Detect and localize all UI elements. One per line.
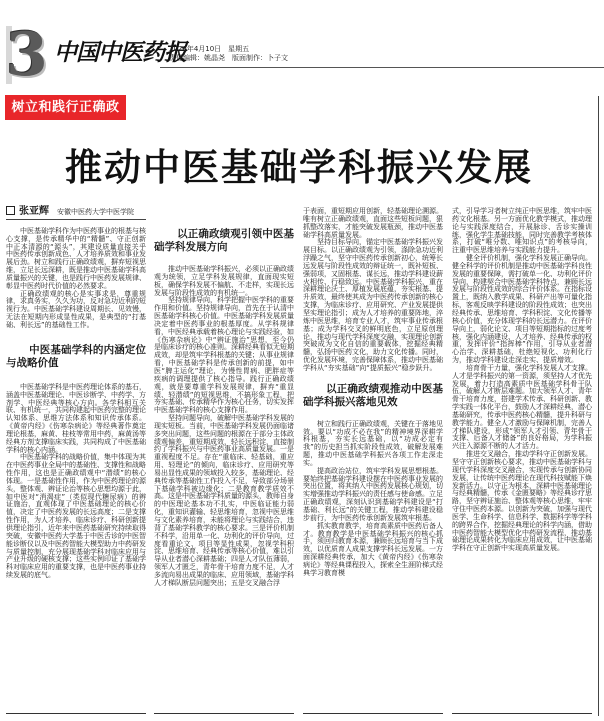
paragraph: 树立和践行正确政绩观，关键在于落地见效。要以“功成不必在我”的精神境界深耕学科根基，夯实长远基础，以“功成必定有我”的历史担当抓实阶段性成效，破解发展难题，推动中医基础学科振兴各项工作走深走实。 xyxy=(303,419,443,467)
column-end-rule xyxy=(303,713,443,714)
newspaper-masthead-logo: 中国中医药报 xyxy=(54,39,186,66)
paragraph: 健全评价机制，强化学科发展正确导向。健全科学的评价机制是推动中医基础学科良性发展的重要保障，需打破单一化、功利化评价导向，构建契合中医基础学科特点，兼顾长远发展与阶段性成效的综合评价体系。在指标设置上，既纳入教学成果、科研产出等可量化指标，客观反映学科建设的阶段性成效；也突出经典传承、思维培育、学科积淀、文化传播等核心价值，充分体现学科的长远潜力。在评价导向上，弱化论文、项目等短期指标的过度考核，强化内涵建设、人才培养、经典传承的权重，发挥评价“指挥棒”作用，引导从业者潜心治学、深耕基础，杜绝短视化、功利化行为，推动学科建设走深走实、提质增效。 xyxy=(452,254,592,365)
paragraph: 坚持目标导向，锚定中医基础学科振兴发展目标。以正确政绩观为引领，涤除急功近利浮躁之气，坚守中医药传承创新初心，统筹长远发展与阶段性成效的辩证统一，既补短板、强弱项，又固根基、谋长远，推动学科建设薪火相传、行稳致远。中医基础学科振兴，重在深耕理论沃土、厚植发展底蕴，夯实根基、提升质效，最终使其成为中医药传承创新的核心支撑，为临床诊疗、应用研究、产业发展提供坚实理论指引；成为人才培养的重要阵地，淬炼中医思维，培育专业人才，筑牢事业传承根基；成为学科交叉的鲜明底色，立足原创理论，推动与现代学科深度交融，实现理论创新突破成为文化自信的重要载体，挖掘经典精髓，弘扬中医药文化，助力文化传播。同时，优化发展环境，完善保障体系，推动中医基础学科从“夯实基础”向“提质振兴”稳步跃升。 xyxy=(303,238,443,372)
dateline xyxy=(169,45,288,63)
article-title: 推动中医基础学科振兴发展 xyxy=(65,146,533,189)
column-tag: 树立和践行正确政绩观 xyxy=(5,95,126,120)
paragraph: 中医基础学科的战略价值，集中体现为其在中医药事业全局中的基础性、支撑性和战略性作用，这也是正确政绩观中“潜绩”的核心体现。一是基础性作用，作为中医药理论的源头，整体观、辨证论治等核心思想均源于此，如中医对“消渴症”（类似现代糖尿病）的辨证施治，直观体现了中医基础理论的核心价值，决定了中医药发展的长远高度；二是支撑性作用，为人才培养、临床诊疗、科研创新提供理论指引，近年来中医药基础研究持续取得突破，安徽中医药大学基于中医舌诊的中医智能诊断仪以及中医药智能大模型助力中药研发与质量控制，充分展现基础学科对临床应用与产业升级的硬核支撑；这些实例印证了基础学科对临床应用的重要支撑，也是中医药事业持续发展的底气。 xyxy=(6,453,146,580)
article-column-3 xyxy=(303,208,443,578)
section-heading: 中医基础学科的内涵定位与战略价值 xyxy=(6,343,146,369)
page-number: 3 xyxy=(6,20,48,90)
section-heading: 以正确政绩观引领中医基础学科发展方向 xyxy=(154,228,294,253)
column-end-rule xyxy=(6,713,146,714)
issue-date: 2026年4月10日 星期五 xyxy=(169,45,250,53)
byline xyxy=(6,206,146,220)
paragraph: 推动中医基础学科振兴，必须以正确政绩观为统领，立足学科发展规律，直面现实短板，确保学科发展不偏航、不走样，实现长远发展与阶段性成效的有机统一。 xyxy=(154,265,294,297)
paragraph: 推进交叉融合，推动学科守正创新发展。坚守守正创新核心要求，推动中医基础学科与现代学科深度交叉融合，实现传承与创新协同发展，让传统中医药理论在现代科技赋能下焕发新活力。以守正为根本，深耕中医基础理论与经典精髓，传承《金匮要略》等经典诊疗思路，坚守辨证施治、整体观等核心思维，牢牢守住中医药本源。以创新为突破，加强与现代医学、生命科学、信息科学、数据科学等学科的跨界合作，挖掘经典理论的科学内涵，借助中医药智能大模型优化中药研发流程，推动基础理论成果转化为临床应用成效，让中医基础学科在守正创新中实现高质量发展。 xyxy=(452,450,592,553)
paragraph: 中医基础学科作为中医药事业的根基与核心支撑，是传承精华中的“精髓”、守正创新中正本清源的“源头”，其建设质量直接关乎中医药传承创新成色、人才培养质效和事业发展后劲。树立和践行正确政绩观，摒弃短视思维，立足长远深耕，既是推动中医基础学科高质量振兴的关键，也是践行中医药发展规律、彰显中医药时代价值的必然要求。 xyxy=(6,226,146,290)
paragraph: 正确政绩观的核心是实事求是，尊重规律，求真务实，久久为功，反对急功近利的短视行为。中医基础学科建设周期长、见效慢，无法在短期内形成显性成果，是典型的“打基础、利长远”的基础性工作。 xyxy=(6,289,146,329)
paragraph: 坚持规律导向，科学把握中医学科的重要作用和价值。坚持规律导向，首先在于认清中医基础学科核心价值。中医基础学科发展质量决定着中医药事业的根基厚度。从学科规律看，中医经典承载着核心理论与实践经验，如《伤寒杂病论》中“辨证施治”思想，至今仍是临床诊疗的核心准则。深耕经典看似无短期成效，却是筑牢学科根基的关键；从事业规律看，中医基础学科是传承创新的前提，如中医“脾主运化”理论，为慢性胃病、肥胖症等疾病的调理提供了核心指导。践行正确政绩观，就是要尊重学科发展规律，摒弃“重显绩、轻潜绩”的短视思维，不搞形象工程，把夯实基础、传承精华作为核心任务，切实发挥中医基础学科的核心支撑作用。 xyxy=(154,296,294,415)
article-column-4 xyxy=(452,208,592,553)
paragraph: 于表面，重短期应用创新，轻基础理论溯源。唯有树立正确政绩观，直面这些短板问题，狠抓整改落实，才能突破发展瓶颈，推动中医基础学科高质量发展。 xyxy=(303,207,443,239)
paragraph: 式，引导学习者树立纯正中医思维，筑牢中医药文化根基。另一方面优化教学模式，推动理论与实践深度结合，开展脉诊、舌诊实操训练，强化学生基础技能，同时完善教学考核体系，打破“唯分数、唯知识点”的考核导向，注重中医思维培养与实践能力提升。 xyxy=(452,207,592,255)
paragraph: 培育骨干力量，强化学科发展人才支撑。人才是学科振兴的第一资源，须坚持人才优先发展，着力打造高素质中医基础学科骨干队伍，破解人才断层难题。加大领军人才、青年骨干培育力度，搭建学术传承、科研创新、教学实践一体化平台，鼓励人才深耕经典，潜心基础研究，传承中医药核心精髓，提升科研与教学能力。健全人才激励与保障机制，完善人才梯队建设，形成“领军人才引领、青年骨干支撑、后备人才储备”的良好格局，为学科振兴注入源源不断的人才活力。 xyxy=(452,363,592,451)
masthead-divider xyxy=(160,67,604,68)
column-end-rule xyxy=(452,713,592,714)
article-column-2 xyxy=(154,224,294,588)
paragraph: 坚持问题导向，破解中医基础学科发展的现实短板。当前，中医基础学科发展仍面临诸多突出问题，这些问题的根源在于部分主体政绩观偏差，重短期成效，轻长远积淀，直接制约了学科振兴与中医药事业高质量发展。一是重视程度不足。存在“重临床、轻基础，重应用、轻理论”的倾向，临床诊疗、应用研究等易出显性成果的领域投入较多，基础理论、经典传承等基础性工作投入不足，导致部分场景下基础学科被边缘化；二是教育教学质效不高。这是中医基础学科质量的源头，教师自身的中医理论基本功不扎实，中医临证能力弱化，重知识灌输、轻思维培育，忽视中医思维与文化素养培育，未能将理论与实践结合，违背了基础学科教学的核心要求。三是评价机制不科学，沿用单一化、功利化的评价导向，过度看重论文、项目等显性成果，忽视学科积淀、思维培育、经典传承等核心价值，难以引导从业者潜心深耕基础；四是人才队伍薄弱，领军人才匮乏，青年骨干培育力度不足，人才多流向易出成果的临床、应用领域，基础学科人才梯队断层问题突出；五是交叉融合浮 xyxy=(154,414,294,587)
paragraph: 中医基础学科是中医药理论体系的基石，涵盖中医基础理论、中医诊断学、中药学、方剂学、中医经典等核心方向。各学科相互关联、有机统一，共同构建起中医药完整的理论认知体系、思维方法体系和知识传承体系。《黄帝内经》《伤寒杂病论》等经典著作奠定理论根基，麻黄、桂枝等常用中药，麻黄汤等经典方剂支撑临床实践，共同构成了中医基础学科的核心内涵。 xyxy=(6,382,146,454)
editor-credits: 责任编辑：姚晶尧 版面制作：卜子文 xyxy=(169,54,288,62)
column-end-rule xyxy=(154,713,294,714)
article-column-1 xyxy=(6,206,146,580)
page-border-rule xyxy=(598,96,599,716)
author-name: 张亚辉 xyxy=(19,206,49,217)
paragraph: 提高政治站位，筑牢学科发展思想根基。要始终把基础学科建设摆在中医药事业发展的突出位置，将其纳入中医药发展核心规划，切实增强推动学科振兴的责任感与使命感。立足正确政绩观，深刻认识到基础学科建设是“打基础、利长远”的关键工程，推动学科建设稳步前行，为中医药传承创新发展筑牢根基。 xyxy=(303,466,443,522)
paragraph: 抓实教育教学，培育高素质中医药后备人才。教育教学是中医基础学科振兴的核心抓手，须回归教育本源，兼顾长远培育与当下成效，以优质育人成果支撑学科长远发展。一方面深耕经典传承，加大《黄帝内经》《伤寒杂病论》等经典课程投入，探索全生涯阶梯式经典学习教育模 xyxy=(303,521,443,577)
square-bullet-icon xyxy=(6,206,15,215)
section-heading: 以正确政绩观推动中医基础学科振兴落地见效 xyxy=(303,382,443,408)
author-affiliation: 安徽中医药大学中医学院 xyxy=(57,208,134,216)
